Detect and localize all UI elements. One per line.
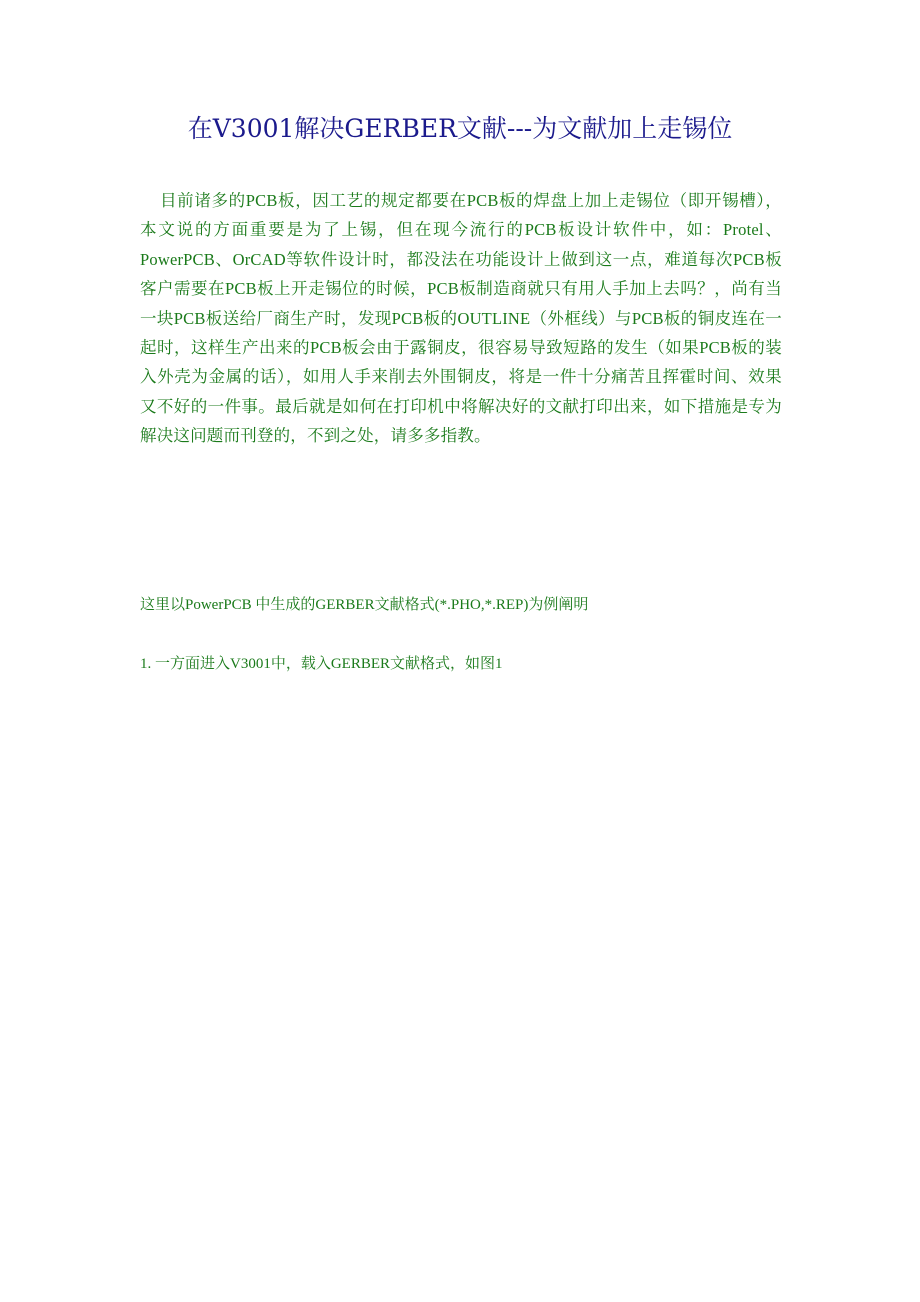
document-title: 在V3001解决GERBER文献---为文献加上走锡位	[187, 114, 733, 143]
intro-paragraph: 目前诸多的PCB板，因工艺的规定都要在PCB板的焊盘上加上走锡位（即开锡槽），本文说的方面重要是为了上锡，但在现今流行的PCB板设计软件中，如：Protel、PowerPCB、OrCAD等软件设计时，都没法在功能设计上做到这一点，难道每次PCB板客户需要在PCB板上开走锡位的时候，PCB板制造商就只有用人手加上去吗？，尚有当一块PCB板送给厂商生产时，发现PCB板的OUTLINE（外框线）与PCB板的铜皮连在一起时，这样生产出来的PCB板会由于露铜皮，很容易导致短路的发生（如果PCB板的装入外壳为金属的话），如用人手来削去外围铜皮，将是一件十分痛苦且挥霍时间、效果又不好的一件事。最后就是如何在打印机中将解决好的文献打印出来，如下措施是专为解决这问题而刊登的，不到之处，请多多指教。	[140, 191, 782, 446]
step-1-line: 1. 一方面进入V3001中，载入GERBER文献格式，如图1	[140, 656, 503, 672]
example-intro-line: 这里以PowerPCB 中生成的GERBER文献格式(*.PHO,*.REP)为例阐明	[140, 597, 589, 613]
